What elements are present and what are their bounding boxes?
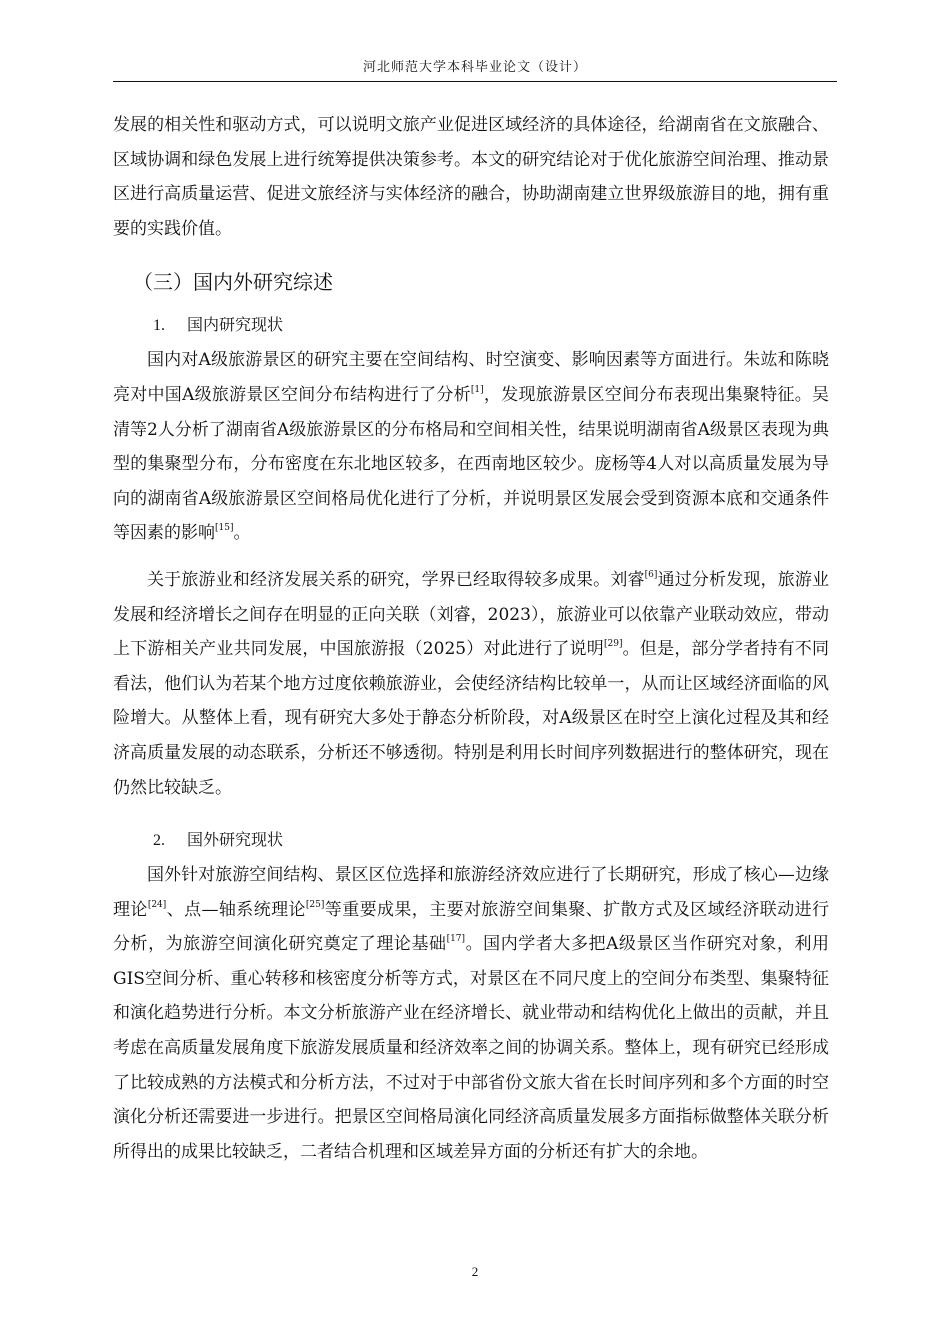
paragraph-continued: 发展的相关性和驱动方式，可以说明文旅产业促进区域经济的具体途径，给湖南省在文旅融合、区域协调和绿色发展上进行统筹提供决策参考。本文的研究结论对于优化旅游空间治理、推动景区进行高质量运营、促进文旅经济与实体经济的融合，协助湖南建立世界级旅游目的地，拥有重要的实践价值。	[113, 115, 829, 239]
subsection-title: 国外研究现状	[187, 830, 284, 850]
page-body	[113, 108, 829, 1169]
citation: [17]	[446, 934, 466, 945]
page-number: 2	[471, 1264, 479, 1279]
running-header: 河北师范大学本科毕业论文（设计）	[113, 56, 837, 82]
citation: [24]	[147, 899, 167, 910]
citation: [15]	[215, 523, 234, 534]
citation: [29]	[603, 639, 623, 650]
section-heading: （三）国内外研究综述	[133, 270, 333, 295]
subsection-number: 2.	[153, 832, 165, 850]
subsection-heading-foreign	[153, 823, 829, 858]
paragraph-domestic-2: 关于旅游业和经济发展关系的研究，学界已经取得较多成果。刘睿[6]通过分析发现，旅游业发展和经济增长之间存在明显的正向关联（刘睿，2023），旅游业可以依靠产业联动效应，带动上下游相关产业共同发展，中国旅游报（2025）对此进行了说明[29]。但是，部分学者持有不同看法，他们认为若某个地方过度依赖旅游业，会使经济结构比较单一，从而让区域经济面临的风险增大。从整体上看，现有研究大多处于静态分析阶段，对A级景区在时空上演化过程及其和经济高质量发展的动态联系，分析还不够透彻。特别是利用长时间序列数据进行的整体研究，现在仍然比较缺乏。	[113, 569, 830, 798]
subsection-number: 1.	[153, 317, 165, 335]
citation: [6]	[644, 569, 658, 580]
citation: [25]	[305, 899, 325, 910]
citation: [1]	[470, 384, 484, 395]
subsection-title: 国内研究现状	[187, 315, 284, 335]
paragraph-domestic-1: 国内对A级旅游景区的研究主要在空间结构、时空演变、影响因素等方面进行。朱竑和陈晓亮对中国A级旅游景区空间分布结构进行了分析[1]，发现旅游景区空间分布表现出集聚特征。吴清等2人分析了湖南省A级旅游景区的分布格局和空间相关性，结果说明湖南省A级景区表现为典型的集聚型分布，分布密度在东北地区较多，在西南地区较少。庞杨等4人对以高质量发展为导向的湖南省A级旅游景区空间格局优化进行了分析，并说明景区发展会受到资源本底和交通条件等因素的影响[15]。	[113, 350, 830, 544]
subsection-heading-domestic	[153, 308, 829, 343]
paragraph-foreign: 国外针对旅游空间结构、景区区位选择和旅游经济效应进行了长期研究，形成了核心—边缘理论[24]、点—轴系统理论[25]等重要成果，主要对旅游空间集聚、扩散方式及区域经济联动进行分析，为旅游空间演化研究奠定了理论基础[17]。国内学者大多把A级景区当作研究对象，利用GIS空间分析、重心转移和核密度分析等方式，对景区在不同尺度上的空间分布类型、集聚特征和演化趋势进行分析。本文分析旅游产业在经济增长、就业带动和结构优化上做出的贡献，并且考虑在高质量发展角度下旅游发展质量和经济效率之间的协调关系。整体上，现有研究已经形成了比较成熟的方法模式和分析方法，不过对于中部省份文旅大省在长时间序列和多个方面的时空演化分析还需要进一步进行。把景区空间格局演化同经济高质量发展多方面指标做整体关联分析所得出的成果比较缺乏，二者结合机理和区域差异方面的分析还有扩大的余地。	[113, 865, 830, 1162]
